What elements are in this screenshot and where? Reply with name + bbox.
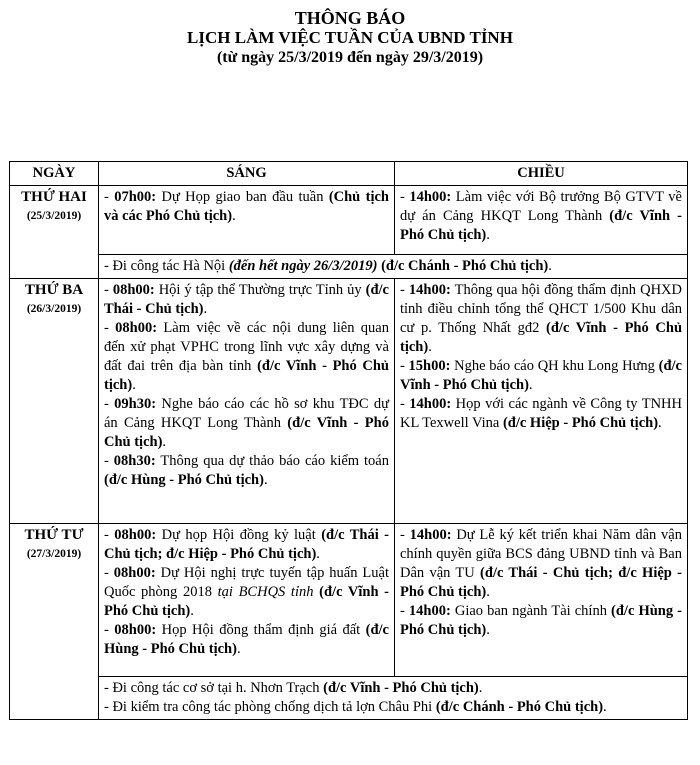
table-row-monday-fullday — [10, 255, 688, 279]
schedule-entry: - 08h00: Dự Hội nghị trực tuyến tập huấn Luật Quốc phòng 2018 tại BCHQS tỉnh (đ/c Vĩnh - Phó Chủ tịch). — [104, 565, 389, 619]
schedule-entry: - Đi công tác cơ sở tại h. Nhơn Trạch (đ/c Vĩnh - Phó Chủ tịch). — [104, 680, 483, 696]
schedule-entry: - 14h00: Giao ban ngành Tài chính (đ/c Hùng - Phó Chủ tịch). — [400, 603, 682, 638]
schedule-entry: - 08h00: Dự họp Hội đồng kỷ luật (đ/c Thái - Chủ tịch; đ/c Hiệp - Phó Chủ tịch). — [104, 527, 389, 562]
column-header-day: NGÀY — [10, 162, 99, 186]
schedule-entry: - Đi công tác Hà Nội (đến hết ngày 26/3/2019) (đ/c Chánh - Phó Chủ tịch). — [104, 258, 552, 274]
schedule-entry: - 14h00: Dự Lễ ký kết triển khai Năm dân vận chính quyền giữa BCS đảng UBND tỉnh và Ban Dân vận TU (đ/c Thái - Chủ tịch; đ/c Hiệp - Phó Chủ tịch). — [400, 527, 682, 600]
morning-cell-tuesday — [99, 279, 395, 524]
schedule-entry: - 08h30: Thông qua dự thảo báo cáo kiểm toán (đ/c Hùng - Phó Chủ tịch). — [104, 453, 389, 488]
table-row-wednesday-fullday — [10, 677, 688, 720]
day-date: (26/3/2019) — [26, 303, 82, 315]
schedule-entry: - 14h00: Thông qua hội đồng thẩm định QHXD tỉnh điều chỉnh tổng thể QHCT 1/500 Khu dân cư p. Thống Nhất gđ2 (đ/c Vĩnh - Phó Chủ tịch). — [400, 282, 683, 355]
day-name: THỨ TƯ — [24, 527, 84, 543]
table-row-wednesday — [10, 524, 688, 677]
day-cell-wednesday — [10, 524, 99, 720]
morning-cell-monday — [99, 186, 395, 255]
morning-cell-wednesday — [99, 524, 395, 677]
day-cell-tuesday — [10, 279, 99, 524]
column-header-afternoon: CHIỀU — [395, 162, 688, 186]
schedule-entry: - 14h00: Họp với các ngành về Công ty TNHH KL Texwell Vina (đ/c Hiệp - Phó Chủ tịch). — [400, 396, 682, 431]
schedule-entry: - 08h00: Họp Hội đồng thẩm định giá đất (đ/c Hùng - Phó Chủ tịch). — [104, 622, 389, 657]
table-row-monday — [10, 186, 688, 255]
notice-subtitle: LỊCH LÀM VIỆC TUẦN CỦA UBND TỈNH — [187, 28, 513, 47]
day-date: (25/3/2019) — [26, 210, 82, 222]
schedule-entry: - 08h00: Hội ý tập thể Thường trực Tỉnh ủy (đ/c Thái - Chủ tịch). — [104, 282, 389, 317]
afternoon-cell-tuesday — [395, 279, 688, 524]
day-name: THỨ HAI — [21, 189, 87, 205]
table-row-tuesday — [10, 279, 688, 524]
table-header-row — [10, 162, 688, 186]
weekly-schedule-table — [9, 161, 688, 720]
schedule-entry: - 15h00: Nghe báo cáo QH khu Long Hưng (đ/c Vĩnh - Phó Chủ tịch). — [400, 358, 682, 393]
day-cell-monday — [10, 186, 99, 279]
schedule-entry: - Đi kiểm tra công tác phòng chống dịch tả lợn Châu Phi (đ/c Chánh - Phó Chủ tịch). — [104, 699, 607, 715]
schedule-entry: - 14h00: Làm việc với Bộ trưởng Bộ GTVT về dự án Cảng HKQT Long Thành (đ/c Vĩnh - Phó Chủ tịch). — [400, 189, 682, 243]
notice-date-range: (từ ngày 25/3/2019 đến ngày 29/3/2019) — [216, 49, 484, 66]
afternoon-cell-monday — [395, 186, 688, 255]
schedule-entry: - 07h00: Dự Họp giao ban đầu tuần (Chủ tịch và các Phó Chủ tịch). — [104, 189, 389, 224]
fullday-cell-wednesday — [99, 677, 688, 720]
day-name: THỨ BA — [24, 282, 84, 298]
document-header — [0, 8, 700, 68]
notice-title: THÔNG BÁO — [294, 8, 406, 28]
day-date: (27/3/2019) — [26, 548, 82, 560]
fullday-cell-monday — [99, 255, 688, 279]
schedule-entry: - 09h30: Nghe báo cáo các hồ sơ khu TĐC dự án Cảng HKQT Long Thành (đ/c Vĩnh - Phó Chủ tịch). — [104, 396, 389, 450]
schedule-entry: - 08h00: Làm việc về các nội dung liên quan đến xử phạt VPHC trong lĩnh vực xây dựng và đất đai trên địa bàn tỉnh (đ/c Vĩnh - Phó Chủ tịch). — [104, 320, 389, 393]
column-header-morning: SÁNG — [99, 162, 395, 186]
afternoon-cell-wednesday — [395, 524, 688, 677]
